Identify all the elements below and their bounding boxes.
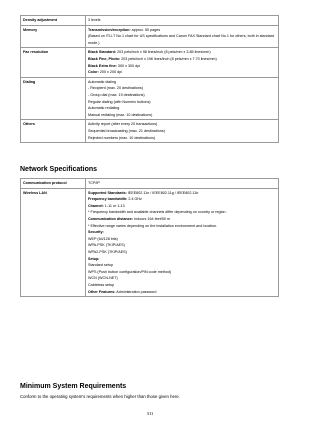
value-line	[88, 85, 276, 92]
value-line	[88, 33, 276, 46]
value-line	[88, 17, 276, 24]
value-line	[88, 275, 276, 282]
value-line	[88, 63, 276, 70]
value-line-key: Communication distance:	[88, 216, 134, 221]
value-line-text: Standard setup	[88, 263, 114, 268]
value-line	[88, 105, 276, 112]
row-label: Density adjustment	[21, 16, 86, 26]
value-line	[88, 121, 276, 128]
row-value	[86, 188, 279, 297]
value-line	[88, 180, 276, 187]
requirements-text: Conform to the operating system's requirements when higher than those given here.	[20, 394, 180, 399]
value-line	[88, 203, 276, 210]
value-line	[88, 190, 276, 197]
value-line	[88, 92, 276, 99]
value-line-text: Sequential broadcasting (max. 21 destinations)	[88, 128, 165, 133]
value-line-key: Transmission/reception:	[88, 27, 131, 32]
value-line-text: Rejected numbers (max. 10 destinations)	[88, 135, 156, 140]
value-line-text: Administration password	[115, 289, 157, 294]
value-line-text: WEP (64/128 bits)	[88, 236, 118, 241]
row-value	[86, 16, 279, 26]
value-line-key: Frequency bandwidth:	[88, 197, 128, 202]
value-line-text: - Group dial (max. 19 destinations)	[88, 92, 145, 97]
row-value	[86, 77, 279, 120]
value-line	[88, 99, 276, 106]
row-label: Wireless LAN	[21, 188, 86, 297]
value-line-text: 2.4 GHz	[127, 197, 142, 202]
row-value	[86, 179, 279, 189]
table-row	[21, 179, 279, 189]
value-line	[88, 282, 276, 289]
value-line	[88, 135, 276, 142]
value-line	[88, 262, 276, 269]
value-line-key: Other Features:	[88, 289, 116, 294]
network-specifications-heading: Network Specifications	[20, 166, 98, 173]
row-label: Fax resolution	[21, 48, 86, 77]
row-label: Memory	[21, 25, 86, 48]
value-line-text: WCN (WCN-NET)	[88, 276, 118, 281]
value-line	[88, 256, 276, 263]
value-line-key: Setup:	[88, 256, 100, 261]
value-line-text: Regular dialing (with Numeric buttons)	[88, 99, 151, 104]
table-row	[21, 25, 279, 48]
value-line-key: Channel:	[88, 203, 104, 208]
value-line-key: Black Extra fine:	[88, 63, 117, 68]
value-line-text: Automatic dialing	[88, 79, 117, 84]
row-value	[86, 48, 279, 77]
value-line	[88, 289, 276, 296]
value-line	[88, 236, 276, 243]
value-line-text: Manual redialing (max. 10 destinations)	[88, 112, 153, 117]
value-line	[88, 196, 276, 203]
value-line-text: WPA2-PSK (TKIP/AES)	[88, 249, 127, 254]
table-row	[21, 16, 279, 26]
value-line	[88, 229, 276, 236]
table-row	[21, 77, 279, 120]
row-label: Dialing	[21, 77, 86, 120]
value-line	[88, 209, 276, 216]
table-row	[21, 48, 279, 77]
value-line	[88, 269, 276, 276]
value-line-text: Cableless setup	[88, 282, 115, 287]
value-line-text: IEEE802.11n / IEEE802.11g / IEEE802.11b	[126, 190, 199, 195]
row-label: Communication protocol	[21, 179, 86, 189]
value-line-text: 300 x 300 dpi	[116, 63, 141, 68]
value-line	[88, 128, 276, 135]
value-line-text: 200 x 200 dpi	[98, 70, 123, 75]
value-line	[88, 49, 276, 56]
value-line	[88, 216, 276, 223]
row-value	[86, 120, 279, 143]
table-row	[21, 188, 279, 297]
row-label: Others	[21, 120, 86, 143]
network-specifications-table	[20, 178, 279, 297]
value-line-text: * Effective range varies depending on the installation environment and location.	[88, 223, 218, 228]
value-line-text: TCP/IP	[88, 181, 100, 185]
value-line-key: Black Fine, Photo:	[88, 56, 121, 61]
value-line	[88, 223, 276, 230]
value-line-text: (Based on ITU-T No.1 chart for US specifications and Canon FAX Standard chart No.1 for others, both in standard mode.)	[88, 34, 275, 45]
value-line	[88, 56, 276, 63]
value-line-text: * Frequency bandwidth and available channels differ depending on country or region.	[88, 210, 227, 215]
value-line-key: Supported Standards:	[88, 190, 127, 195]
value-line-text: 203 pels/inch x 98 lines/inch (8 pels/mm x 3.85 lines/mm)	[116, 50, 211, 55]
value-line-key: Security:	[88, 230, 104, 235]
value-line-text: - Recipient (max. 20 destinations)	[88, 86, 143, 91]
value-line	[88, 249, 276, 256]
value-line-text: 203 pels/inch x 196 lines/inch (8 pels/mm x 7.70 lines/mm)	[120, 56, 217, 61]
fax-specifications-table	[20, 15, 279, 143]
value-line	[88, 69, 276, 76]
value-line	[88, 79, 276, 86]
row-value	[86, 25, 279, 48]
value-line-key: Black Standard:	[88, 50, 117, 55]
value-line-text: approx. 50 pages	[130, 27, 161, 32]
value-line-text: Indoors 164 feet/50 m	[133, 216, 170, 221]
value-line-text: 1-11 or 1-13	[103, 203, 125, 208]
page-number: 311	[146, 411, 154, 416]
value-line-text: WPA-PSK (TKIP/AES)	[88, 243, 125, 248]
value-line-text: WPS (Push button configuration/PIN code method)	[88, 269, 172, 274]
value-line	[88, 27, 276, 34]
value-line-key: Color:	[88, 70, 99, 75]
value-line-text: 3 levels	[88, 18, 101, 22]
value-line	[88, 242, 276, 249]
value-line-text: Activity report (after every 20 transactions)	[88, 122, 158, 127]
minimum-system-requirements-heading: Minimum System Requirements	[20, 383, 127, 390]
value-line-text: Automatic redialing	[88, 106, 120, 111]
value-line	[88, 112, 276, 119]
table-row	[21, 120, 279, 143]
